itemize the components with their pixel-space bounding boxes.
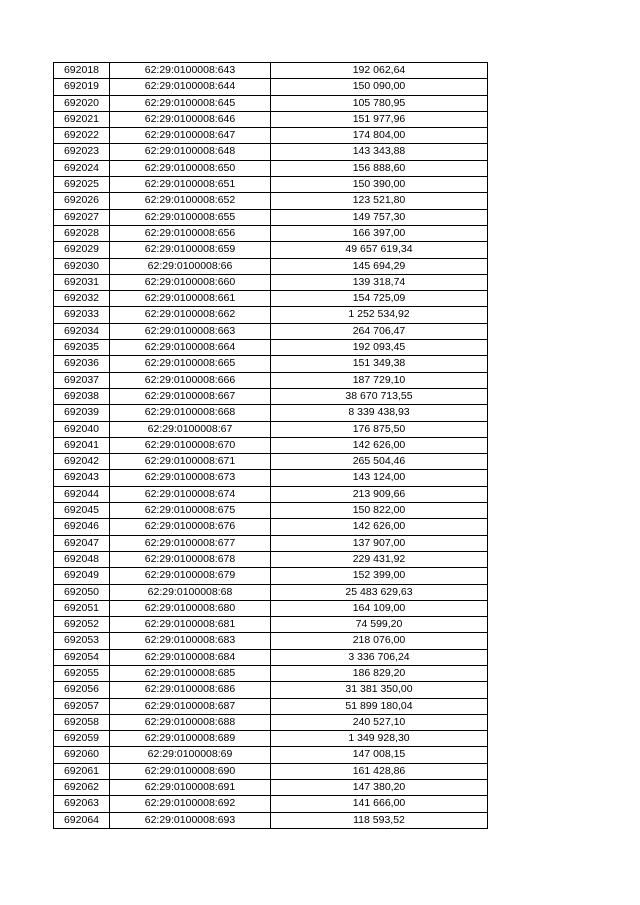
row-id-cell: 692038 [54, 388, 110, 404]
table-row [54, 437, 488, 453]
table-row [54, 274, 488, 290]
cadastral-value-cell: 123 521,80 [271, 193, 488, 209]
cadastral-number-cell: 62:29:0100008:683 [110, 633, 271, 649]
row-id-cell: 692054 [54, 649, 110, 665]
table-row [54, 519, 488, 535]
row-id-cell: 692034 [54, 323, 110, 339]
table-row [54, 421, 488, 437]
cadastral-value-cell: 154 725,09 [271, 291, 488, 307]
cadastral-value-cell: 147 380,20 [271, 780, 488, 796]
table-row [54, 340, 488, 356]
table-row [54, 584, 488, 600]
row-id-cell: 692051 [54, 600, 110, 616]
table-row [54, 698, 488, 714]
cadastral-value-cell: 139 318,74 [271, 274, 488, 290]
cadastral-number-cell: 62:29:0100008:670 [110, 437, 271, 453]
cadastral-value-cell: 150 822,00 [271, 503, 488, 519]
row-id-cell: 692026 [54, 193, 110, 209]
row-id-cell: 692049 [54, 568, 110, 584]
table-row [54, 128, 488, 144]
table-row [54, 225, 488, 241]
table-row [54, 79, 488, 95]
table-row [54, 323, 488, 339]
table-row [54, 780, 488, 796]
cadastral-value-cell: 150 090,00 [271, 79, 488, 95]
cadastral-number-cell: 62:29:0100008:685 [110, 665, 271, 681]
row-id-cell: 692027 [54, 209, 110, 225]
row-id-cell: 692048 [54, 551, 110, 567]
row-id-cell: 692063 [54, 796, 110, 812]
row-id-cell: 692064 [54, 812, 110, 828]
cadastral-number-cell: 62:29:0100008:674 [110, 486, 271, 502]
table-row [54, 258, 488, 274]
table-row [54, 535, 488, 551]
cadastral-value-cell: 176 875,50 [271, 421, 488, 437]
row-id-cell: 692042 [54, 454, 110, 470]
cadastral-number-cell: 62:29:0100008:655 [110, 209, 271, 225]
cadastral-number-cell: 62:29:0100008:668 [110, 405, 271, 421]
cadastral-number-cell: 62:29:0100008:68 [110, 584, 271, 600]
cadastral-value-cell: 156 888,60 [271, 160, 488, 176]
row-id-cell: 692057 [54, 698, 110, 714]
table-row [54, 503, 488, 519]
cadastral-value-cell: 186 829,20 [271, 665, 488, 681]
row-id-cell: 692021 [54, 111, 110, 127]
row-id-cell: 692046 [54, 519, 110, 535]
table-row [54, 177, 488, 193]
cadastral-value-cell: 118 593,52 [271, 812, 488, 828]
cadastral-number-cell: 62:29:0100008:689 [110, 731, 271, 747]
cadastral-value-cell: 137 907,00 [271, 535, 488, 551]
cadastral-number-cell: 62:29:0100008:676 [110, 519, 271, 535]
cadastral-value-cell: 8 339 438,93 [271, 405, 488, 421]
table-row [54, 617, 488, 633]
cadastral-number-cell: 62:29:0100008:644 [110, 79, 271, 95]
row-id-cell: 692044 [54, 486, 110, 502]
row-id-cell: 692020 [54, 95, 110, 111]
row-id-cell: 692023 [54, 144, 110, 160]
cadastral-value-cell: 240 527,10 [271, 714, 488, 730]
table-body [54, 63, 488, 829]
row-id-cell: 692039 [54, 405, 110, 421]
document-table-container [53, 62, 488, 829]
cadastral-number-cell: 62:29:0100008:645 [110, 95, 271, 111]
cadastral-number-cell: 62:29:0100008:66 [110, 258, 271, 274]
row-id-cell: 692037 [54, 372, 110, 388]
table-row [54, 470, 488, 486]
cadastral-number-cell: 62:29:0100008:679 [110, 568, 271, 584]
cadastral-number-cell: 62:29:0100008:686 [110, 682, 271, 698]
table-row [54, 242, 488, 258]
table-row [54, 307, 488, 323]
table-row [54, 649, 488, 665]
cadastral-number-cell: 62:29:0100008:665 [110, 356, 271, 372]
table-row [54, 796, 488, 812]
cadastral-value-cell: 141 666,00 [271, 796, 488, 812]
cadastral-value-cell: 229 431,92 [271, 551, 488, 567]
table-row [54, 144, 488, 160]
cadastral-value-cell: 3 336 706,24 [271, 649, 488, 665]
cadastral-value-cell: 105 780,95 [271, 95, 488, 111]
cadastral-value-cell: 213 909,66 [271, 486, 488, 502]
cadastral-value-cell: 192 093,45 [271, 340, 488, 356]
cadastral-number-cell: 62:29:0100008:693 [110, 812, 271, 828]
cadastral-number-cell: 62:29:0100008:677 [110, 535, 271, 551]
table-row [54, 356, 488, 372]
row-id-cell: 692029 [54, 242, 110, 258]
cadastral-number-cell: 62:29:0100008:681 [110, 617, 271, 633]
table-row [54, 193, 488, 209]
cadastral-value-cell: 151 977,96 [271, 111, 488, 127]
cadastral-number-cell: 62:29:0100008:661 [110, 291, 271, 307]
row-id-cell: 692031 [54, 274, 110, 290]
cadastral-number-cell: 62:29:0100008:647 [110, 128, 271, 144]
table-row [54, 209, 488, 225]
table-row [54, 551, 488, 567]
cadastral-number-cell: 62:29:0100008:651 [110, 177, 271, 193]
cadastral-number-cell: 62:29:0100008:69 [110, 747, 271, 763]
row-id-cell: 692043 [54, 470, 110, 486]
cadastral-value-cell: 142 626,00 [271, 519, 488, 535]
cadastral-number-cell: 62:29:0100008:663 [110, 323, 271, 339]
row-id-cell: 692036 [54, 356, 110, 372]
cadastral-number-cell: 62:29:0100008:660 [110, 274, 271, 290]
cadastral-value-cell: 49 657 619,34 [271, 242, 488, 258]
row-id-cell: 692024 [54, 160, 110, 176]
cadastral-number-cell: 62:29:0100008:662 [110, 307, 271, 323]
row-id-cell: 692047 [54, 535, 110, 551]
cadastral-value-cell: 31 381 350,00 [271, 682, 488, 698]
row-id-cell: 692041 [54, 437, 110, 453]
cadastral-number-cell: 62:29:0100008:667 [110, 388, 271, 404]
row-id-cell: 692045 [54, 503, 110, 519]
table-row [54, 95, 488, 111]
table-row [54, 568, 488, 584]
table-row [54, 486, 488, 502]
cadastral-value-cell: 151 349,38 [271, 356, 488, 372]
cadastral-number-cell: 62:29:0100008:688 [110, 714, 271, 730]
row-id-cell: 692058 [54, 714, 110, 730]
table-row [54, 812, 488, 828]
cadastral-number-cell: 62:29:0100008:673 [110, 470, 271, 486]
cadastral-number-cell: 62:29:0100008:675 [110, 503, 271, 519]
cadastral-value-cell: 1 252 534,92 [271, 307, 488, 323]
row-id-cell: 692059 [54, 731, 110, 747]
row-id-cell: 692025 [54, 177, 110, 193]
row-id-cell: 692056 [54, 682, 110, 698]
cadastral-value-cell: 38 670 713,55 [271, 388, 488, 404]
row-id-cell: 692028 [54, 225, 110, 241]
cadastral-value-cell: 149 757,30 [271, 209, 488, 225]
row-id-cell: 692062 [54, 780, 110, 796]
table-row [54, 388, 488, 404]
row-id-cell: 692053 [54, 633, 110, 649]
cadastral-value-table [53, 62, 488, 829]
cadastral-value-cell: 187 729,10 [271, 372, 488, 388]
row-id-cell: 692019 [54, 79, 110, 95]
cadastral-value-cell: 152 399,00 [271, 568, 488, 584]
row-id-cell: 692061 [54, 763, 110, 779]
row-id-cell: 692060 [54, 747, 110, 763]
cadastral-value-cell: 145 694,29 [271, 258, 488, 274]
cadastral-number-cell: 62:29:0100008:652 [110, 193, 271, 209]
cadastral-number-cell: 62:29:0100008:678 [110, 551, 271, 567]
cadastral-number-cell: 62:29:0100008:666 [110, 372, 271, 388]
cadastral-number-cell: 62:29:0100008:692 [110, 796, 271, 812]
row-id-cell: 692055 [54, 665, 110, 681]
row-id-cell: 692050 [54, 584, 110, 600]
row-id-cell: 692052 [54, 617, 110, 633]
cadastral-number-cell: 62:29:0100008:691 [110, 780, 271, 796]
table-row [54, 111, 488, 127]
table-row [54, 731, 488, 747]
row-id-cell: 692033 [54, 307, 110, 323]
table-row [54, 665, 488, 681]
row-id-cell: 692040 [54, 421, 110, 437]
table-row [54, 63, 488, 79]
cadastral-number-cell: 62:29:0100008:671 [110, 454, 271, 470]
cadastral-number-cell: 62:29:0100008:656 [110, 225, 271, 241]
cadastral-value-cell: 147 008,15 [271, 747, 488, 763]
cadastral-value-cell: 25 483 629,63 [271, 584, 488, 600]
cadastral-number-cell: 62:29:0100008:650 [110, 160, 271, 176]
cadastral-number-cell: 62:29:0100008:680 [110, 600, 271, 616]
cadastral-number-cell: 62:29:0100008:684 [110, 649, 271, 665]
row-id-cell: 692030 [54, 258, 110, 274]
cadastral-value-cell: 265 504,46 [271, 454, 488, 470]
cadastral-number-cell: 62:29:0100008:67 [110, 421, 271, 437]
cadastral-value-cell: 174 804,00 [271, 128, 488, 144]
cadastral-value-cell: 264 706,47 [271, 323, 488, 339]
cadastral-value-cell: 1 349 928,30 [271, 731, 488, 747]
cadastral-value-cell: 166 397,00 [271, 225, 488, 241]
table-row [54, 160, 488, 176]
cadastral-number-cell: 62:29:0100008:659 [110, 242, 271, 258]
table-row [54, 633, 488, 649]
table-row [54, 291, 488, 307]
table-row [54, 600, 488, 616]
table-row [54, 682, 488, 698]
row-id-cell: 692035 [54, 340, 110, 356]
row-id-cell: 692022 [54, 128, 110, 144]
cadastral-value-cell: 150 390,00 [271, 177, 488, 193]
table-row [54, 747, 488, 763]
table-row [54, 714, 488, 730]
cadastral-value-cell: 161 428,86 [271, 763, 488, 779]
cadastral-value-cell: 218 076,00 [271, 633, 488, 649]
table-row [54, 763, 488, 779]
cadastral-number-cell: 62:29:0100008:664 [110, 340, 271, 356]
cadastral-value-cell: 142 626,00 [271, 437, 488, 453]
row-id-cell: 692018 [54, 63, 110, 79]
cadastral-value-cell: 74 599,20 [271, 617, 488, 633]
cadastral-number-cell: 62:29:0100008:646 [110, 111, 271, 127]
cadastral-value-cell: 51 899 180,04 [271, 698, 488, 714]
cadastral-value-cell: 164 109,00 [271, 600, 488, 616]
cadastral-number-cell: 62:29:0100008:687 [110, 698, 271, 714]
cadastral-value-cell: 192 062,64 [271, 63, 488, 79]
cadastral-value-cell: 143 343,88 [271, 144, 488, 160]
table-row [54, 405, 488, 421]
row-id-cell: 692032 [54, 291, 110, 307]
table-row [54, 372, 488, 388]
cadastral-value-cell: 143 124,00 [271, 470, 488, 486]
cadastral-number-cell: 62:29:0100008:690 [110, 763, 271, 779]
cadastral-number-cell: 62:29:0100008:648 [110, 144, 271, 160]
table-row [54, 454, 488, 470]
cadastral-number-cell: 62:29:0100008:643 [110, 63, 271, 79]
